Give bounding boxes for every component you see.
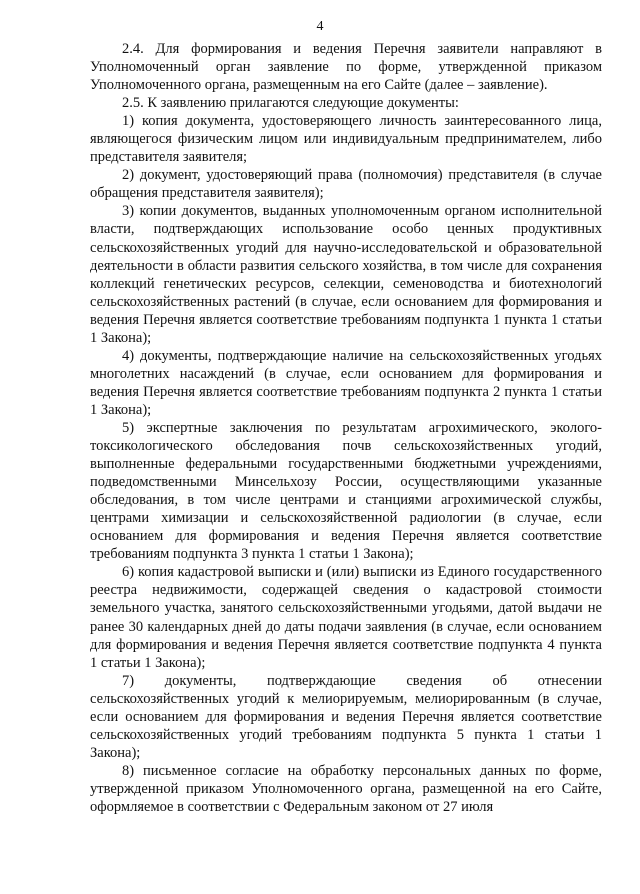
paragraph-2-5: 2.5. К заявлению прилагаются следующие документы:	[122, 95, 459, 112]
list-item-1: 1) копия документа, удостоверяющего личность заинтересованного лица, являющегося физическим лицом или индивидуальным предпринимателем, либо представителя заявителя;	[90, 113, 602, 166]
list-item-6: 6) копия кадастровой выписки и (или) выписки из Единого государственного реестра недвижимости, содержащей сведения о кадастровой стоимости земельного участка, занятого сельскохозяйственными угодьями, датой выдачи не ранее 30 календарных дней до даты подачи заявления (в случае, если основанием для формирования и ведения Перечня является соответствие подпункта 4 пункта 1 статьи 1 Закона);	[90, 564, 602, 671]
document-body	[90, 40, 602, 816]
list-item-7: 7) документы, подтверждающие сведения об отнесении сельскохозяйственных угодий к мелиорируемым, мелиорированным (в случае, если основанием для формирования и ведения Перечня является соответствие сельскохозяйственных угодий требованиям подпункта 5 пункта 1 статьи 1 Закона);	[90, 672, 602, 761]
list-item-4: 4) документы, подтверждающие наличие на сельскохозяйственных угодьях многолетних насаждений (в случае, если основанием для формирования и ведения Перечня является соответствие требованиям подпункта 2 пункта 1 статьи 1 Закона);	[90, 347, 602, 418]
list-item-2: 2) документ, удостоверяющий права (полномочия) представителя (в случае обращения представителя заявителя);	[90, 167, 602, 202]
paragraph-2-4: 2.4. Для формирования и ведения Перечня заявители направляют в Уполномоченный орган заявление по форме, утвержденной приказом Уполномоченного органа, размещенным на его Сайте (далее – заявление).	[90, 41, 602, 94]
page-number: 4	[316, 19, 324, 34]
list-item-5: 5) экспертные заключения по результатам агрохимического, эколого-токсикологического обследования почв сельскохозяйственных угодий, выполненные федеральными государственными бюджетными учреждениями, подведомственными Минсельхозу России, осуществляющими указанные обследования, в том числе центрами и станциями агрохимической службы, центрами химизации и сельскохозяйственной радиологии (в случае, если основанием для формирования и ведения Перечня является соответствие требованиям подпункта 3 пункта 1 статьи 1 Закона);	[90, 419, 602, 563]
list-item-3: 3) копии документов, выданных уполномоченным органом исполнительной власти, подтверждающих использование особо ценных продуктивных сельскохозяйственных угодий для научно-исследовательской и образовательной деятельности в области развития сельского хозяйства, в том числе для сохранения коллекций генетических ресурсов, селекции, семеноводства и биотехнологий сельскохозяйственных растений (в случае, если основанием для формирования и ведения Перечня является соответствие требованиям подпункта 1 пункта 1 статьи 1 Закона);	[90, 203, 602, 346]
list-item-8: 8) письменное согласие на обработку персональных данных по форме, утвержденной приказом Уполномоченного органа, размещенной на его Сайте, оформляемое в соответствии с Федеральным законом от 27 июля	[90, 762, 602, 815]
